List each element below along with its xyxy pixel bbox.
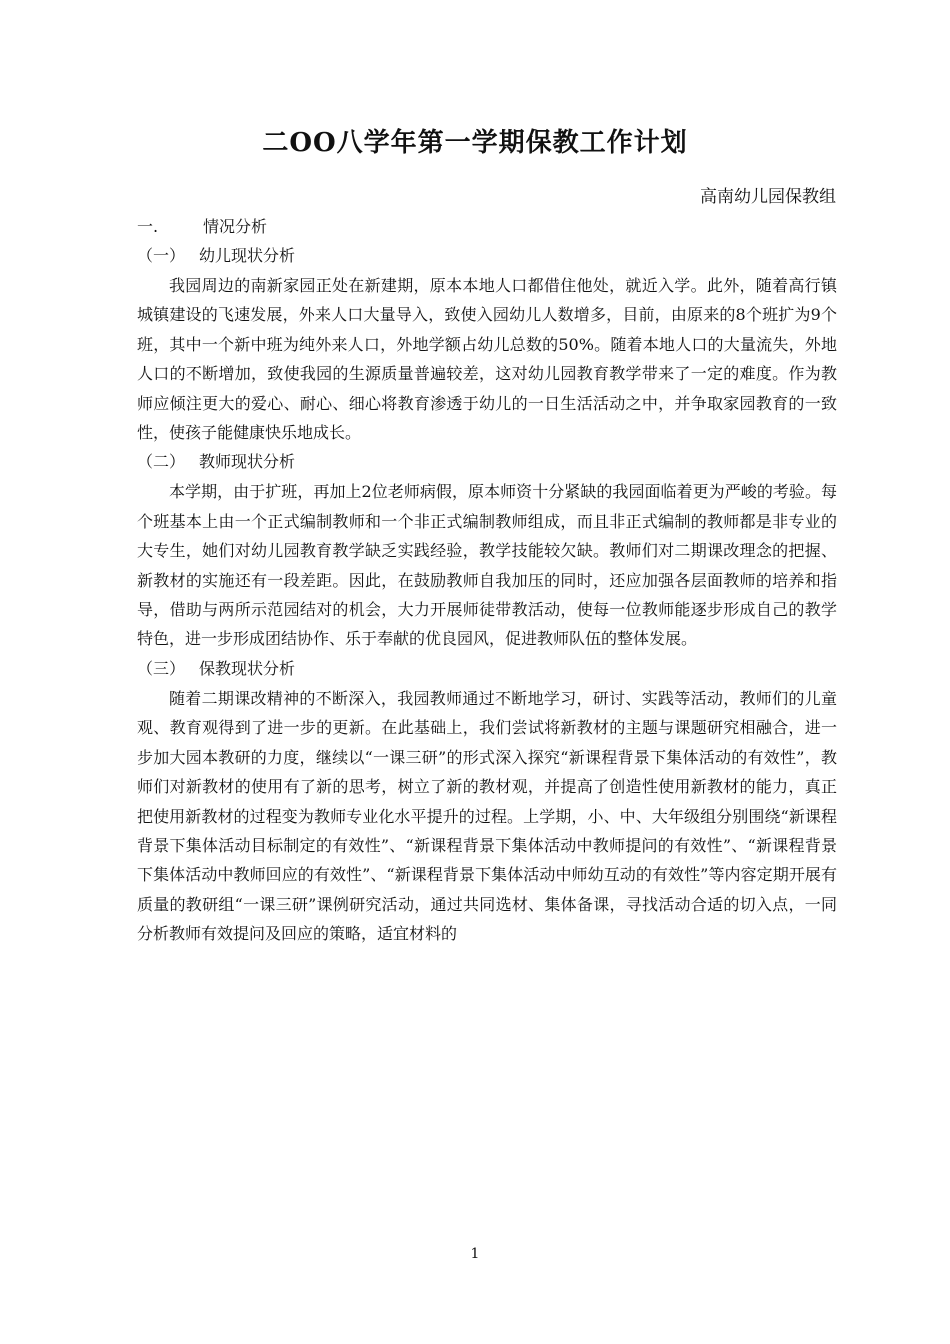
section-label: 情况分析 [203, 217, 268, 236]
subsection-number: （三） [137, 658, 186, 678]
paragraph-children-analysis: 我园周边的南新家园正处在新建期，原本本地人口都借住他处，就近入学。此外，随着高行镇城镇建设的飞速发展，外来人口大量导入，致使入园幼儿人数增多，目前，由原来的8个班扩为9个班，其中一个新中班为纯外来人口，外地学额占幼儿总数的50%。随着本地人口的大量流失，外地人口的不断增加，致使我园的生源质量普遍较差，这对幼儿园教育教学带来了一定的难度。作为教师应倾注更大的爱心、耐心、细心将教育渗透于幼儿的一日生活活动之中，并争取家园教育的一致性，使孩子能健康快乐地成长。 [137, 276, 837, 443]
page-number: 1 [470, 1246, 480, 1262]
subsection-heading-care-education [137, 654, 837, 684]
subsection-label: 保教现状分析 [199, 658, 296, 678]
document-title: 二OO八学年第一学期保教工作计划 [262, 128, 688, 158]
section-heading-situation-analysis [137, 212, 837, 241]
subsection-label: 幼儿现状分析 [199, 246, 296, 265]
subsection-number: （一） [137, 246, 186, 265]
paragraph-care-education-analysis: 随着二期课改精神的不断深入，我园教师通过不断地学习，研讨、实践等活动，教师们的儿童观、教育观得到了进一步的更新。在此基础上，我们尝试将新教材的主题与课题研究相融合，进一步加大园本教研的力度，继续以“一课三研”的形式深入探究“新课程背景下集体活动的有效性”，教师们对新教材的使用有了新的思考，树立了新的教材观，并提高了创造性使用新教材的能力，真正把使用新教材的过程变为教师专业化水平提升的过程。上学期，小、中、大年级组分别围绕“新课程背景下集体活动目标制定的有效性”、“新课程背景下集体活动中教师提问的有效性”、“新课程背景下集体活动中教师回应的有效性”、“新课程背景下集体活动中师幼互动的有效性”等内容定期开展有质量的教研组“一课三研”课例研究活动，通过共同选材、集体备课，寻找活动合适的切入点，一同分析教师有效提问及回应的策略，适宜材料的 [137, 688, 837, 944]
subsection-heading-teachers [137, 447, 837, 477]
document-body [137, 212, 837, 949]
document-author: 高南幼儿园保教组 [700, 187, 836, 207]
subsection-number: （二） [137, 452, 186, 472]
paragraph-teachers-analysis: 本学期，由于扩班，再加上2位老师病假，原本师资十分紧缺的我园面临着更为严峻的考验。每个班基本上由一个正式编制教师和一个非正式编制教师组成，而且非正式编制的教师都是非专业的大专生，她们对幼儿园教育教学缺乏实践经验，教学技能较欠缺。教师们对二期课改理念的把握、新教材的实施还有一段差距。因此，在鼓励教师自我加压的同时，还应加强各层面教师的培养和指导，借助与两所示范园结对的机会，大力开展师徒带教活动，使每一位教师能逐步形成自己的教学特色，进一步形成团结协作、乐于奉献的优良园风，促进教师队伍的整体发展。 [137, 482, 837, 649]
subsection-label: 教师现状分析 [199, 452, 296, 472]
section-number: 一. [137, 217, 159, 236]
subsection-heading-children [137, 241, 837, 271]
